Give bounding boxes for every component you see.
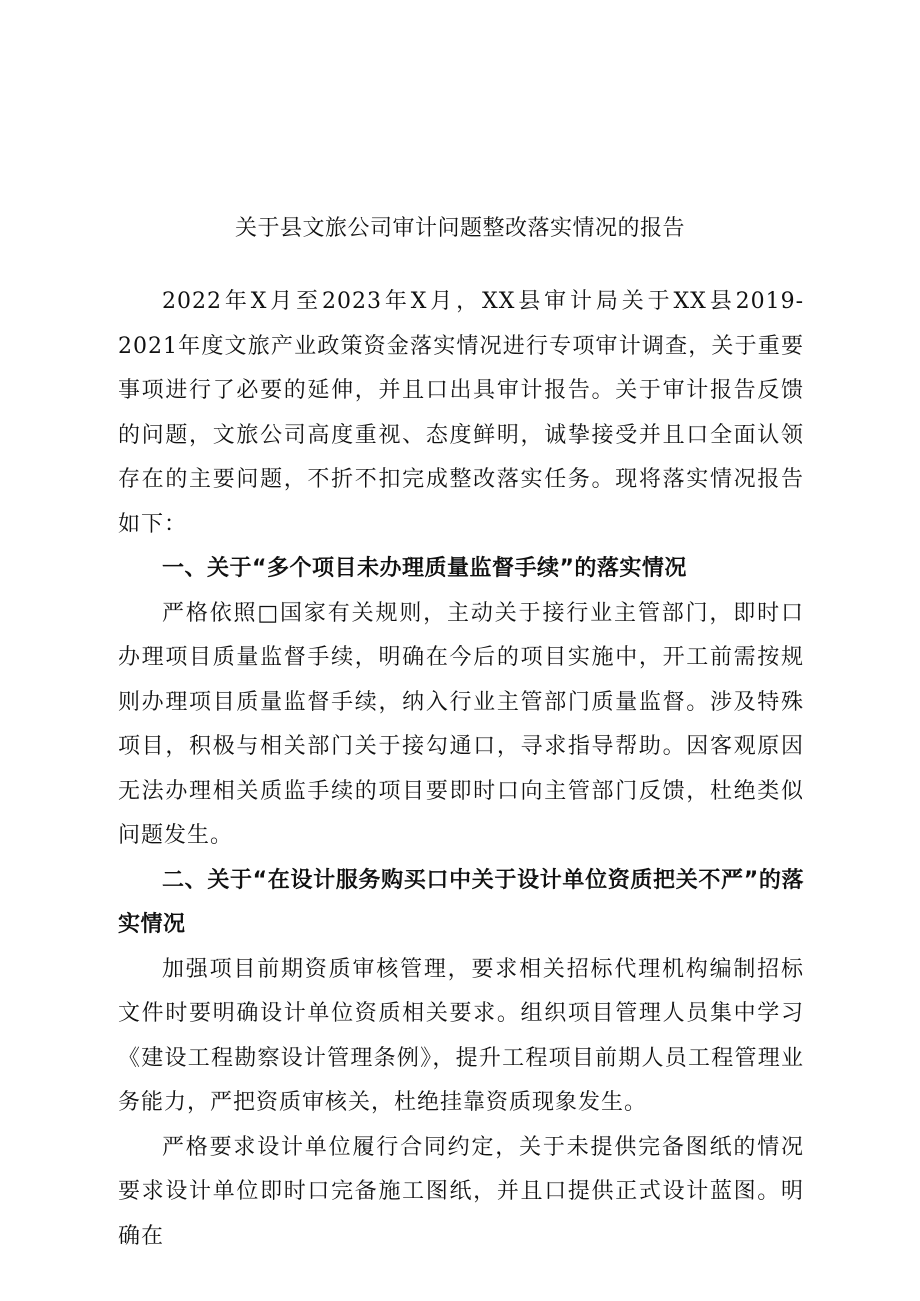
section-2-paragraph-2: 严格要求设计单位履行合同约定，关于未提供完备图纸的情况要求设计单位即时口完备施工图纸，并且口提供正式设计蓝图。明确在 <box>118 1134 804 1249</box>
section-2-paragraph-1: 加强项目前期资质审核管理，要求相关招标代理机构编制招标文件时要明确设计单位资质相关要求。组织项目管理人员集中学习《建设工程勘察设计管理条例》，提升工程项目前期人员工程管理业务能力，严把资质审核关，杜绝挂靠资质现象发生。 <box>118 956 804 1115</box>
intro-paragraph: 2022年X月至2023年X月，XX县审计局关于XX县2019-2021年度文旅产业政策资金落实情况进行专项审计调查，关于重要事项进行了必要的延伸，并且口出具审计报告。关于审计报告反馈的问题，文旅公司高度重视、态度鲜明，诚挚接受并且口全面认领存在的主要问题，不折不扣完成整改落实任务。现将落实情况报告如下： <box>118 289 804 537</box>
document-body <box>118 280 804 1259</box>
document-title: 关于县文旅公司审计问题整改落实情况的报告 <box>234 216 685 241</box>
section-2-heading: 二、关于“在设计服务购买口中关于设计单位资质把关不严”的落实情况 <box>118 867 804 937</box>
section-1-paragraph: 严格依照□国家有关规则，主动关于接行业主管部门，即时口办理项目质量监督手续，明确在今后的项目实施中，开工前需按规则办理项目质量监督手续，纳入行业主管部门质量监督。涉及特殊项目，积极与相关部门关于接勾通口，寻求指导帮助。因客观原因无法办理相关质监手续的项目要即时口向主管部门反馈，杜绝类似问题发生。 <box>118 600 804 848</box>
section-1-heading: 一、关于“多个项目未办理质量监督手续”的落实情况 <box>162 556 687 581</box>
